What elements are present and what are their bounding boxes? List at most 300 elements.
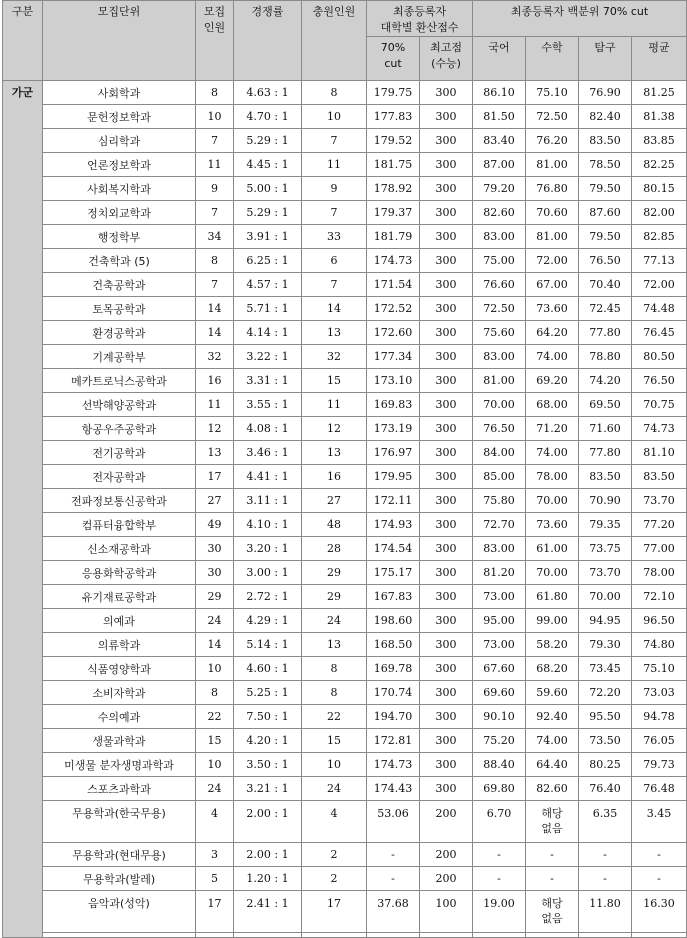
cut-score-cell: 181.79 xyxy=(367,225,420,249)
inquiry-cell: 73.75 xyxy=(579,537,632,561)
average-cell: 74.80 xyxy=(632,633,687,657)
cut-score-cell: 181.75 xyxy=(367,153,420,177)
inquiry-cell: 71.60 xyxy=(579,417,632,441)
average-cell: 82.85 xyxy=(632,225,687,249)
inquiry-cell: 73.45 xyxy=(579,657,632,681)
average-cell: 77.13 xyxy=(632,249,687,273)
korean-cell: 83.40 xyxy=(473,129,526,153)
average-cell: 74.48 xyxy=(632,297,687,321)
math-cell: 99.00 xyxy=(526,609,579,633)
quota-cell: 7 xyxy=(196,273,234,297)
math-cell: 82.60 xyxy=(526,777,579,801)
unit-name: 메카트로닉스공학과 xyxy=(43,369,196,393)
unit-name: 심리학과 xyxy=(43,129,196,153)
competition-cell: 1.20 : 1 xyxy=(234,867,302,891)
korean-cell: 88.40 xyxy=(473,753,526,777)
inquiry-cell: 79.50 xyxy=(579,225,632,249)
table-row xyxy=(3,867,687,891)
inquiry-cell: 79.30 xyxy=(579,633,632,657)
empty-cell xyxy=(473,933,526,938)
table-row xyxy=(3,729,687,753)
korean-cell: 75.00 xyxy=(473,249,526,273)
table-row xyxy=(3,321,687,345)
quota-cell: 10 xyxy=(196,753,234,777)
unit-name: 건축학과 (5) xyxy=(43,249,196,273)
korean-cell: 67.60 xyxy=(473,657,526,681)
table-row xyxy=(3,177,687,201)
average-cell: 81.25 xyxy=(632,81,687,105)
filled-cell: 14 xyxy=(302,297,367,321)
competition-cell: 6.25 : 1 xyxy=(234,249,302,273)
unit-name: 기계공학부 xyxy=(43,345,196,369)
filled-cell: 16 xyxy=(302,465,367,489)
table-row xyxy=(3,777,687,801)
filled-cell: 4 xyxy=(302,801,367,843)
header-row-1 xyxy=(3,1,687,37)
korean-cell: - xyxy=(473,843,526,867)
cut-score-cell: 169.83 xyxy=(367,393,420,417)
filled-cell: 7 xyxy=(302,129,367,153)
unit-name: 정치외교학과 xyxy=(43,201,196,225)
korean-cell: 82.60 xyxy=(473,201,526,225)
max-score-cell: 300 xyxy=(420,513,473,537)
unit-name: 스포츠과학과 xyxy=(43,777,196,801)
competition-cell: 5.25 : 1 xyxy=(234,681,302,705)
table-row xyxy=(3,225,687,249)
unit-name: 전파정보통신공학과 xyxy=(43,489,196,513)
empty-cell xyxy=(579,933,632,938)
header-math: 수학 xyxy=(526,37,579,81)
math-cell: 71.20 xyxy=(526,417,579,441)
korean-cell: 81.20 xyxy=(473,561,526,585)
cut-score-cell: - xyxy=(367,843,420,867)
math-cell: 72.50 xyxy=(526,105,579,129)
cut-score-cell: 178.92 xyxy=(367,177,420,201)
math-cell: 61.80 xyxy=(526,585,579,609)
table-row xyxy=(3,891,687,933)
quota-cell: 14 xyxy=(196,321,234,345)
quota-cell: 16 xyxy=(196,369,234,393)
competition-cell: 4.10 : 1 xyxy=(234,513,302,537)
competition-cell: 5.14 : 1 xyxy=(234,633,302,657)
filled-cell: 13 xyxy=(302,441,367,465)
inquiry-cell: 6.35 xyxy=(579,801,632,843)
competition-cell: 4.60 : 1 xyxy=(234,657,302,681)
average-cell: 72.10 xyxy=(632,585,687,609)
max-score-cell: 300 xyxy=(420,177,473,201)
empty-cell xyxy=(420,933,473,938)
filled-cell: 29 xyxy=(302,585,367,609)
inquiry-cell: 79.35 xyxy=(579,513,632,537)
table-row xyxy=(3,681,687,705)
average-cell: 3.45 xyxy=(632,801,687,843)
table-row xyxy=(3,465,687,489)
table-row xyxy=(3,201,687,225)
table-row xyxy=(3,297,687,321)
cut-score-cell: 176.97 xyxy=(367,441,420,465)
cut-score-cell: 172.52 xyxy=(367,297,420,321)
filled-cell: 24 xyxy=(302,777,367,801)
quota-cell: 5 xyxy=(196,867,234,891)
filled-cell: 17 xyxy=(302,891,367,933)
inquiry-cell: 94.95 xyxy=(579,609,632,633)
korean-cell: 19.00 xyxy=(473,891,526,933)
inquiry-cell: 83.50 xyxy=(579,465,632,489)
max-score-cell: 300 xyxy=(420,585,473,609)
header-percentile: 최종등록자 백분위 70% cut xyxy=(473,1,687,37)
korean-cell: 81.50 xyxy=(473,105,526,129)
average-cell: 80.15 xyxy=(632,177,687,201)
cut-score-cell: 174.73 xyxy=(367,753,420,777)
max-score-cell: 300 xyxy=(420,321,473,345)
quota-cell: 9 xyxy=(196,177,234,201)
korean-cell: 69.60 xyxy=(473,681,526,705)
competition-cell: 7.50 : 1 xyxy=(234,705,302,729)
korean-cell: 95.00 xyxy=(473,609,526,633)
competition-cell: 4.57 : 1 xyxy=(234,273,302,297)
korean-cell: 86.10 xyxy=(473,81,526,105)
math-cell: 70.00 xyxy=(526,489,579,513)
unit-name: 미생물 분자생명과학과 xyxy=(43,753,196,777)
unit-name: 음악과(성악) xyxy=(43,891,196,933)
unit-name: 무용학과(현대무용) xyxy=(43,843,196,867)
math-cell: 69.20 xyxy=(526,369,579,393)
max-score-cell: 300 xyxy=(420,729,473,753)
average-cell: 79.73 xyxy=(632,753,687,777)
korean-cell: 83.00 xyxy=(473,225,526,249)
cut-score-cell: 172.81 xyxy=(367,729,420,753)
korean-cell: - xyxy=(473,867,526,891)
filled-cell: 10 xyxy=(302,105,367,129)
unit-name: 행정학부 xyxy=(43,225,196,249)
math-cell: - xyxy=(526,867,579,891)
max-score-cell: 200 xyxy=(420,801,473,843)
cut-score-cell: 179.52 xyxy=(367,129,420,153)
competition-cell: 3.91 : 1 xyxy=(234,225,302,249)
filled-cell: 24 xyxy=(302,609,367,633)
quota-cell: 4 xyxy=(196,801,234,843)
korean-cell: 79.20 xyxy=(473,177,526,201)
max-score-cell: 300 xyxy=(420,657,473,681)
table-row-clipped xyxy=(3,933,687,938)
max-score-cell: 300 xyxy=(420,81,473,105)
korean-cell: 84.00 xyxy=(473,441,526,465)
filled-cell: 8 xyxy=(302,681,367,705)
cut-score-cell: 173.10 xyxy=(367,369,420,393)
unit-name: 전자공학과 xyxy=(43,465,196,489)
quota-cell: 10 xyxy=(196,657,234,681)
math-cell: 58.20 xyxy=(526,633,579,657)
inquiry-cell: 87.60 xyxy=(579,201,632,225)
max-score-cell: 300 xyxy=(420,153,473,177)
filled-cell: 11 xyxy=(302,153,367,177)
math-cell: 61.00 xyxy=(526,537,579,561)
max-score-cell: 300 xyxy=(420,105,473,129)
math-cell: 해당 없음 xyxy=(526,891,579,933)
quota-cell: 14 xyxy=(196,297,234,321)
max-score-cell: 300 xyxy=(420,417,473,441)
unit-name: 문헌정보학과 xyxy=(43,105,196,129)
unit-name: 의예과 xyxy=(43,609,196,633)
inquiry-cell: 77.80 xyxy=(579,321,632,345)
competition-cell: 2.00 : 1 xyxy=(234,843,302,867)
filled-cell: 10 xyxy=(302,753,367,777)
korean-cell: 85.00 xyxy=(473,465,526,489)
korean-cell: 83.00 xyxy=(473,345,526,369)
unit-name: 수의예과 xyxy=(43,705,196,729)
average-cell: 73.70 xyxy=(632,489,687,513)
competition-cell: 4.08 : 1 xyxy=(234,417,302,441)
max-score-cell: 300 xyxy=(420,393,473,417)
cut-score-cell: 174.73 xyxy=(367,249,420,273)
competition-cell: 3.50 : 1 xyxy=(234,753,302,777)
average-cell: 16.30 xyxy=(632,891,687,933)
quota-cell: 17 xyxy=(196,891,234,933)
max-score-cell: 300 xyxy=(420,609,473,633)
math-cell: 70.00 xyxy=(526,561,579,585)
table-row xyxy=(3,633,687,657)
inquiry-cell: 78.80 xyxy=(579,345,632,369)
header-score: 최종등록자 대학별 환산점수 xyxy=(367,1,473,37)
average-cell: 76.50 xyxy=(632,369,687,393)
group-cell: 가군 xyxy=(3,81,43,938)
unit-name: 의류학과 xyxy=(43,633,196,657)
max-score-cell: 300 xyxy=(420,489,473,513)
korean-cell: 72.70 xyxy=(473,513,526,537)
inquiry-cell: 82.40 xyxy=(579,105,632,129)
filled-cell: 27 xyxy=(302,489,367,513)
empty-cell xyxy=(234,933,302,938)
average-cell: 76.48 xyxy=(632,777,687,801)
average-cell: - xyxy=(632,867,687,891)
max-score-cell: 300 xyxy=(420,129,473,153)
inquiry-cell: 74.20 xyxy=(579,369,632,393)
korean-cell: 6.70 xyxy=(473,801,526,843)
math-cell: 68.20 xyxy=(526,657,579,681)
table-row xyxy=(3,801,687,843)
unit-name: 항공우주공학과 xyxy=(43,417,196,441)
unit-name: 토목공학과 xyxy=(43,297,196,321)
cut-score-cell: - xyxy=(367,867,420,891)
unit-name: 선박해양공학과 xyxy=(43,393,196,417)
math-cell: 74.00 xyxy=(526,345,579,369)
math-cell: 76.80 xyxy=(526,177,579,201)
filled-cell: 8 xyxy=(302,81,367,105)
inquiry-cell: 70.40 xyxy=(579,273,632,297)
korean-cell: 76.50 xyxy=(473,417,526,441)
unit-name: 무용학과(한국무용) xyxy=(43,801,196,843)
competition-cell: 4.29 : 1 xyxy=(234,609,302,633)
competition-cell: 2.41 : 1 xyxy=(234,891,302,933)
max-score-cell: 300 xyxy=(420,249,473,273)
unit-name: 신소재공학과 xyxy=(43,537,196,561)
filled-cell: 12 xyxy=(302,417,367,441)
competition-cell: 5.71 : 1 xyxy=(234,297,302,321)
math-cell: 74.00 xyxy=(526,441,579,465)
table-row xyxy=(3,249,687,273)
quota-cell: 11 xyxy=(196,153,234,177)
filled-cell: 33 xyxy=(302,225,367,249)
table-row xyxy=(3,153,687,177)
table-row xyxy=(3,129,687,153)
empty-cell xyxy=(632,933,687,938)
inquiry-cell: 69.50 xyxy=(579,393,632,417)
table-row xyxy=(3,513,687,537)
inquiry-cell: 76.50 xyxy=(579,249,632,273)
quota-cell: 11 xyxy=(196,393,234,417)
cut-score-cell: 172.60 xyxy=(367,321,420,345)
average-cell: 96.50 xyxy=(632,609,687,633)
average-cell: 83.85 xyxy=(632,129,687,153)
unit-name: 환경공학과 xyxy=(43,321,196,345)
average-cell: 75.10 xyxy=(632,657,687,681)
unit-name: 소비자학과 xyxy=(43,681,196,705)
competition-cell: 4.20 : 1 xyxy=(234,729,302,753)
empty-cell xyxy=(302,933,367,938)
table-row xyxy=(3,417,687,441)
table-row xyxy=(3,657,687,681)
math-cell: 70.60 xyxy=(526,201,579,225)
table-row xyxy=(3,537,687,561)
unit-name: 응용화학공학과 xyxy=(43,561,196,585)
korean-cell: 87.00 xyxy=(473,153,526,177)
math-cell: 72.00 xyxy=(526,249,579,273)
cut-score-cell: 173.19 xyxy=(367,417,420,441)
header-average: 평균 xyxy=(632,37,687,81)
korean-cell: 75.20 xyxy=(473,729,526,753)
cut-score-cell: 179.95 xyxy=(367,465,420,489)
filled-cell: 13 xyxy=(302,321,367,345)
table-row xyxy=(3,609,687,633)
korean-cell: 70.00 xyxy=(473,393,526,417)
quota-cell: 34 xyxy=(196,225,234,249)
korean-cell: 75.80 xyxy=(473,489,526,513)
average-cell: 70.75 xyxy=(632,393,687,417)
max-score-cell: 300 xyxy=(420,705,473,729)
filled-cell: 9 xyxy=(302,177,367,201)
cut-score-cell: 194.70 xyxy=(367,705,420,729)
cut-score-cell: 167.83 xyxy=(367,585,420,609)
max-score-cell: 300 xyxy=(420,537,473,561)
average-cell: 81.38 xyxy=(632,105,687,129)
filled-cell: 2 xyxy=(302,843,367,867)
korean-cell: 75.60 xyxy=(473,321,526,345)
header-inquiry: 탐구 xyxy=(579,37,632,81)
table-row xyxy=(3,489,687,513)
table-row xyxy=(3,843,687,867)
cut-score-cell: 171.54 xyxy=(367,273,420,297)
unit-name: 무용학과(발레) xyxy=(43,867,196,891)
cut-score-cell: 175.17 xyxy=(367,561,420,585)
quota-cell: 27 xyxy=(196,489,234,513)
inquiry-cell: 11.80 xyxy=(579,891,632,933)
quota-cell: 8 xyxy=(196,81,234,105)
competition-cell: 3.31 : 1 xyxy=(234,369,302,393)
math-cell: 78.00 xyxy=(526,465,579,489)
competition-cell: 3.46 : 1 xyxy=(234,441,302,465)
cut-score-cell: 172.11 xyxy=(367,489,420,513)
average-cell: 74.73 xyxy=(632,417,687,441)
inquiry-cell: 76.90 xyxy=(579,81,632,105)
cut-score-cell: 174.93 xyxy=(367,513,420,537)
inquiry-cell: 77.80 xyxy=(579,441,632,465)
unit-name: 전기공학과 xyxy=(43,441,196,465)
filled-cell: 32 xyxy=(302,345,367,369)
unit-name: 사회학과 xyxy=(43,81,196,105)
inquiry-cell: 78.50 xyxy=(579,153,632,177)
filled-cell: 11 xyxy=(302,393,367,417)
max-score-cell: 300 xyxy=(420,369,473,393)
cut-score-cell: 174.43 xyxy=(367,777,420,801)
inquiry-cell: 72.20 xyxy=(579,681,632,705)
competition-cell: 3.21 : 1 xyxy=(234,777,302,801)
max-score-cell: 200 xyxy=(420,843,473,867)
quota-cell: 32 xyxy=(196,345,234,369)
math-cell: 75.10 xyxy=(526,81,579,105)
header-quota: 모집 인원 xyxy=(196,1,234,81)
competition-cell: 3.22 : 1 xyxy=(234,345,302,369)
unit-name: 컴퓨터융합학부 xyxy=(43,513,196,537)
quota-cell: 30 xyxy=(196,537,234,561)
competition-cell: 4.63 : 1 xyxy=(234,81,302,105)
average-cell: - xyxy=(632,843,687,867)
competition-cell: 4.14 : 1 xyxy=(234,321,302,345)
filled-cell: 48 xyxy=(302,513,367,537)
quota-cell: 3 xyxy=(196,843,234,867)
quota-cell: 14 xyxy=(196,633,234,657)
average-cell: 82.00 xyxy=(632,201,687,225)
max-score-cell: 300 xyxy=(420,681,473,705)
max-score-cell: 200 xyxy=(420,867,473,891)
competition-cell: 3.11 : 1 xyxy=(234,489,302,513)
inquiry-cell: 80.25 xyxy=(579,753,632,777)
competition-cell: 3.20 : 1 xyxy=(234,537,302,561)
max-score-cell: 300 xyxy=(420,465,473,489)
max-score-cell: 300 xyxy=(420,273,473,297)
cut-score-cell: 177.83 xyxy=(367,105,420,129)
korean-cell: 83.00 xyxy=(473,537,526,561)
quota-cell: 24 xyxy=(196,609,234,633)
filled-cell: 13 xyxy=(302,633,367,657)
cut-score-cell: 168.50 xyxy=(367,633,420,657)
table-row xyxy=(3,273,687,297)
korean-cell: 81.00 xyxy=(473,369,526,393)
table-row xyxy=(3,393,687,417)
table-row xyxy=(3,705,687,729)
math-cell: - xyxy=(526,843,579,867)
inquiry-cell: - xyxy=(579,843,632,867)
unit-name: 유기재료공학과 xyxy=(43,585,196,609)
cut-score-cell: 198.60 xyxy=(367,609,420,633)
filled-cell: 22 xyxy=(302,705,367,729)
cut-score-cell: 37.68 xyxy=(367,891,420,933)
max-score-cell: 300 xyxy=(420,561,473,585)
max-score-cell: 300 xyxy=(420,441,473,465)
filled-cell: 7 xyxy=(302,273,367,297)
unit-name: 사회복지학과 xyxy=(43,177,196,201)
math-cell: 73.60 xyxy=(526,297,579,321)
unit-name: 생물과학과 xyxy=(43,729,196,753)
math-cell: 81.00 xyxy=(526,225,579,249)
cut-score-cell: 53.06 xyxy=(367,801,420,843)
cut-score-cell: 169.78 xyxy=(367,657,420,681)
header-filled: 충원인원 xyxy=(302,1,367,81)
quota-cell: 8 xyxy=(196,681,234,705)
table-row xyxy=(3,585,687,609)
unit-name: 언론정보학과 xyxy=(43,153,196,177)
math-cell: 64.20 xyxy=(526,321,579,345)
inquiry-cell: 70.00 xyxy=(579,585,632,609)
